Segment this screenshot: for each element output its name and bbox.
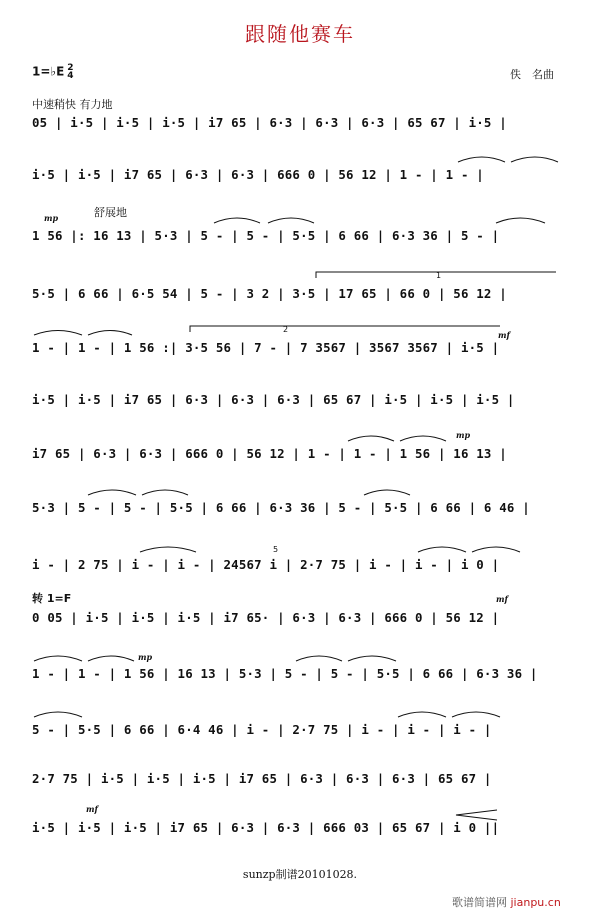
score-line-3: 1 56 |: 16 13 | 5·3 | 5 - | 5 - | 5·5 | 6 66 | 6·3 36 | 5 - | — [32, 228, 500, 243]
slur — [452, 712, 500, 717]
slur — [34, 331, 82, 336]
slur — [398, 712, 446, 717]
composer-credit: 佚 名曲 — [510, 68, 554, 81]
score-line-9: i - | 2 75 | i - | i - | 24567 i | 2·7 75 | i - | i - | i 0 | — [32, 557, 500, 572]
slur — [496, 218, 545, 223]
slur — [88, 656, 134, 661]
tempo-marking: 中速稍快 有力地 — [32, 98, 113, 111]
dynamic-mf: mf — [496, 594, 508, 604]
slur — [142, 490, 188, 495]
score-line-5: 1 - | 1 - | 1 56 :| 3·5 56 | 7 - | 7 3567 | 3567 3567 | i·5 | — [32, 340, 500, 355]
time-signature-top: 2 — [67, 63, 74, 73]
page-title: 跟随他赛车 — [245, 22, 355, 46]
score-line-7: i7 65 | 6·3 | 6·3 | 666 0 | 56 12 | 1 - | 1 - | 1 56 | 16 13 | — [32, 446, 507, 461]
key-signature — [32, 64, 74, 80]
modulation-marking: 转 1=F — [32, 592, 72, 605]
dynamic-mp: mp — [138, 652, 153, 662]
expression-marking: 舒展地 — [94, 206, 127, 219]
slur — [348, 436, 394, 441]
slur — [268, 218, 314, 223]
score-line-1: 05 | i·5 | i·5 | i·5 | i7 65 | 6·3 | 6·3 | 6·3 | 65 67 | i·5 | — [32, 115, 507, 130]
tuplet-label: 5 — [273, 545, 279, 554]
volta-2-label: 2 — [283, 325, 289, 334]
score-line-12: 5 - | 5·5 | 6 66 | 6·4 46 | i - | 2·7 75 | i - | i - | i - | — [32, 722, 492, 737]
volta-1-bracket — [316, 272, 556, 278]
watermark — [452, 894, 561, 910]
volta-2-bracket — [190, 326, 500, 332]
score-line-14: i·5 | i·5 | i·5 | i7 65 | 6·3 | 6·3 | 666 03 | 65 67 | i 0 || — [32, 820, 500, 835]
time-signature — [67, 64, 73, 80]
watermark-text: 歌谱简谱网 — [452, 896, 507, 909]
slur — [296, 656, 342, 661]
slur — [472, 547, 520, 552]
time-signature-bottom: 4 — [67, 71, 74, 81]
slur — [88, 331, 132, 336]
slur — [458, 157, 505, 162]
dynamic-mp: mp — [456, 430, 471, 440]
key-signature-text: 1=♭E — [32, 64, 65, 79]
score-line-11: 1 - | 1 - | 1 56 | 16 13 | 5·3 | 5 - | 5 - | 5·5 | 6 66 | 6·3 36 | — [32, 666, 538, 681]
slur — [348, 656, 396, 661]
dynamic-mf: mf — [498, 330, 510, 340]
score-line-4: 5·5 | 6 66 | 6·5 54 | 5 - | 3 2 | 3·5 | 17 65 | 66 0 | 56 12 | — [32, 286, 507, 301]
watermark-domain: jianpu.cn — [510, 896, 561, 909]
score-line-13: 2·7 75 | i·5 | i·5 | i·5 | i7 65 | 6·3 | 6·3 | 6·3 | 65 67 | — [32, 771, 492, 786]
volta-1-label: 1 — [436, 271, 442, 280]
dynamic-mp: mp — [44, 213, 59, 223]
footer-credit: sunzp制谱20101028. — [242, 868, 358, 881]
slur — [34, 656, 82, 661]
score-line-6: i·5 | i·5 | i7 65 | 6·3 | 6·3 | 6·3 | 65 67 | i·5 | i·5 | i·5 | — [32, 392, 515, 407]
score-line-2: i·5 | i·5 | i7 65 | 6·3 | 6·3 | 666 0 | 56 12 | 1 - | 1 - | — [32, 167, 484, 182]
slur — [400, 436, 446, 441]
slur — [140, 547, 196, 552]
score-line-8: 5·3 | 5 - | 5 - | 5·5 | 6 66 | 6·3 36 | 5 - | 5·5 | 6 66 | 6 46 | — [32, 500, 530, 515]
slur — [511, 157, 558, 162]
slur — [34, 712, 82, 717]
dynamic-mf: mf — [86, 804, 98, 814]
score-line-10: 0 05 | i·5 | i·5 | i·5 | i7 65· | 6·3 | 6·3 | 666 0 | 56 12 | — [32, 610, 500, 625]
slur — [418, 547, 466, 552]
slur — [214, 218, 260, 223]
slur — [364, 490, 410, 495]
slur — [88, 490, 136, 495]
